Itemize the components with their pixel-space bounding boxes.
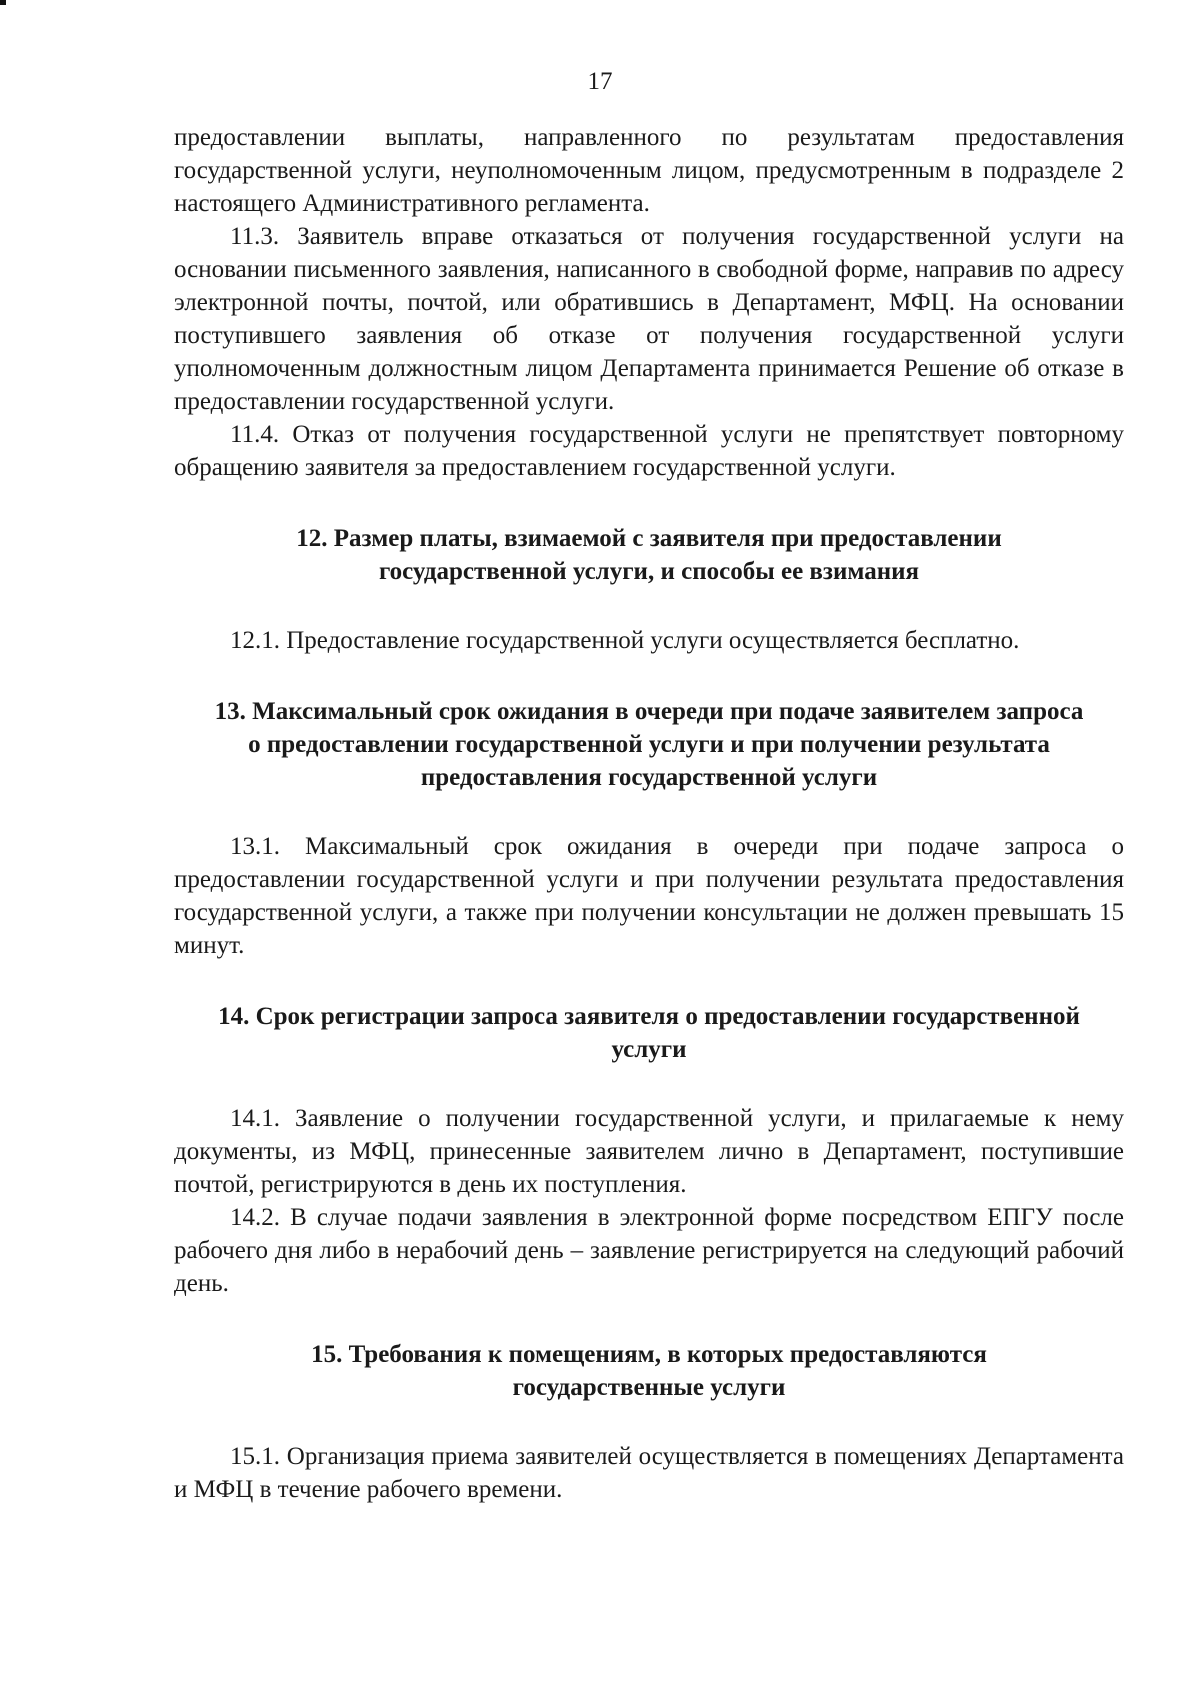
paragraph-11-3: 11.3. Заявитель вправе отказаться от получения государственной услуги на основании письменного заявления, написанного в свободной форме, направив по адресу электронной почты, почтой, или обратившись в Департамент, МФЦ. На основании поступившего заявления об отказе от получения государственной услуги уполномоченным должностным лицом Департамента принимается Решение об отказе в предоставлении государственной услуги. <box>174 223 1124 415</box>
section-12-heading: 12. Размер платы, взимаемой с заявителя при предоставлении государственной услуги, и способы ее взимания <box>296 525 1002 585</box>
page-number: 17 <box>587 68 613 95</box>
paragraph-15-1: 15.1. Организация приема заявителей осуществляется в помещениях Департамента и МФЦ в течение рабочего времени. <box>174 1443 1124 1503</box>
section-13-heading: 13. Максимальный срок ожидания в очереди при подаче заявителем запроса о предоставлении государственной услуги и при получении результата предоставления государственной услуги <box>214 698 1084 791</box>
section-15-heading: 15. Требования к помещениям, в которых предоставляются государственные услуги <box>311 1341 987 1401</box>
section-14-heading: 14. Срок регистрации запроса заявителя о предоставлении государственной услуги <box>218 1003 1080 1063</box>
scan-artifact-mark <box>0 0 6 5</box>
paragraph-11-4: 11.4. Отказ от получения государственной услуги не препятствует повторному обращению заявителя за предоставлением государственной услуги. <box>174 421 1124 481</box>
paragraph-12-1: 12.1. Предоставление государственной услуги осуществляется бесплатно. <box>230 627 1020 654</box>
document-body <box>174 121 1124 1506</box>
paragraph-continuation: предоставлении выплаты, направленного по результатам предоставления государственной услуги, неуполномоченным лицом, предусмотренным в подразделе 2 настоящего Административного регламента. <box>174 124 1124 217</box>
paragraph-14-2: 14.2. В случае подачи заявления в электронной форме посредством ЕПГУ после рабочего дня либо в нерабочий день – заявление регистрируется на следующий рабочий день. <box>174 1204 1124 1297</box>
paragraph-13-1: 13.1. Максимальный срок ожидания в очереди при подаче запроса о предоставлении государственной услуги и при получении результата предоставления государственной услуги, а также при получении консультации не должен превышать 15 минут. <box>174 833 1124 959</box>
paragraph-14-1: 14.1. Заявление о получении государственной услуги, и прилагаемые к нему документы, из МФЦ, принесенные заявителем лично в Департамент, поступившие почтой, регистрируются в день их поступления. <box>174 1105 1124 1198</box>
